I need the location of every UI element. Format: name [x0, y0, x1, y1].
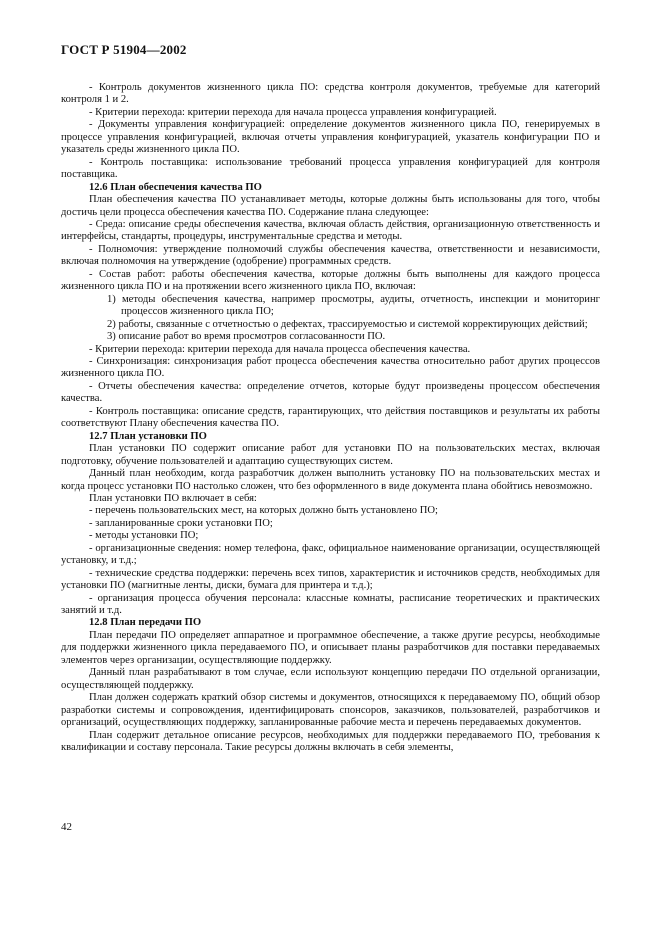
paragraph: - Отчеты обеспечения качества: определение отчетов, которые будут произведены процессом обеспечения качества. — [61, 380, 600, 405]
paragraph: - Состав работ: работы обеспечения качества, которые должны быть выполнены для каждого процесса жизненного цикла ПО и на протяжении всего жизненного цикла ПО, включая: — [61, 268, 600, 293]
document-header: ГОСТ Р 51904—2002 — [61, 42, 187, 57]
paragraph: - Критерии перехода: критерии перехода для начала процесса обеспечения качества. — [89, 343, 471, 355]
paragraph: - перечень пользовательских мест, на которых должно быть установлено ПО; — [89, 505, 438, 517]
paragraph: - запланированные сроки установки ПО; — [89, 517, 273, 529]
paragraph: - Среда: описание среды обеспечения качества, включая область действия, организационную ответственность и интерфейсы, стандарты, процедуры, инструментальные средства и методы. — [61, 218, 600, 243]
numbered-list-item: 2) работы, связанные с отчетностью о дефектах, трассируемостью и системой корректирующих действий; — [107, 318, 588, 330]
paragraph: - организационные сведения: номер телефона, факс, официальное наименование организации, осуществляющей установку, и т.д.; — [61, 542, 600, 567]
paragraph: - Контроль документов жизненного цикла ПО: средства контроля документов, требуемые для категорий контроля 1 и 2. — [61, 82, 600, 106]
paragraph: - Синхронизация: синхронизация работ процесса обеспечения качества относительно работ других процессов жизненного цикла ПО. — [61, 355, 600, 380]
paragraph: План содержит детальное описание ресурсов, необходимых для поддержки передаваемого ПО, требования к квалификации и составу персонала. Такие ресурсы должны включать в себя элементы, — [61, 729, 600, 754]
page-number: 42 — [61, 821, 72, 833]
paragraph: План должен содержать краткий обзор системы и документов, относящихся к передаваемому ПО, общий обзор разработки системы и сопровождения, идентифицировать спонсоров, заказчиков, пользователей, разработчиков и организаций, осуществляющих поддержку, запланированные рабочие места и перечень передаваемых документов. — [61, 692, 600, 729]
paragraph: - Контроль поставщика: описание средств, гарантирующих, что действия поставщиков и результаты их работы соответствуют Плану обеспечения качества ПО. — [61, 405, 600, 430]
paragraph: - Контроль поставщика: использование требований процесса управления конфигурацией для контроля поставщика. — [61, 156, 600, 181]
paragraph: - Полномочия: утверждение полномочий службы обеспечения качества, ответственности и независимости, включая полномочия на утверждение (одобрение) программных средств. — [61, 243, 600, 268]
paragraph: - Критерии перехода: критерии перехода для начала процесса управления конфигурацией. — [89, 106, 497, 118]
paragraph: План установки ПО включает в себя: — [89, 492, 257, 504]
paragraph: План установки ПО содержит описание работ для установки ПО на пользовательских местах, включая подготовку, обучение пользователей и адаптацию существующих систем. — [61, 443, 600, 467]
paragraph: - организация процесса обучения персонала: классные комнаты, расписание теоретических и практических занятий и т.д. — [61, 592, 600, 617]
section-heading: 12.8 План передачи ПО — [89, 617, 202, 629]
paragraph: План передачи ПО определяет аппаратное и программное обеспечение, а также другие ресурсы, необходимые для поддержки жизненного цикла передаваемого ПО, и описывает планы разработчиков для поставки передаваемых элементов через организации, осуществляющие поддержку. — [61, 629, 600, 666]
paragraph: План обеспечения качества ПО устанавливает методы, которые должны быть использованы для того, чтобы достичь цели процесса обеспечения качества ПО. Содержание плана следующее: — [61, 194, 600, 218]
document-body — [61, 82, 600, 754]
paragraph: - Документы управления конфигурацией: определение документов жизненного цикла ПО, генерируемых в процессе управления конфигурацией, включая отчеты управления конфигурацией, указатель конфигурации ПО и указатель среды жизненного цикла ПО. — [61, 119, 600, 156]
numbered-list-item: 1) методы обеспечения качества, например просмотры, аудиты, отчетность, инспекции и мониторинг процессов жизненного цикла ПО; — [107, 293, 600, 318]
numbered-list-item: 3) описание работ во время просмотров согласованности ПО. — [107, 331, 386, 343]
paragraph: Данный план необходим, когда разработчик должен выполнить установку ПО на пользовательских местах и когда процесс установки ПО настолько сложен, что без оформленного в виде документа плана обойтись невозможно. — [61, 468, 600, 492]
paragraph: Данный план разрабатывают в том случае, если используют концепцию передачи ПО отдельной организации, осуществляющей поддержку. — [61, 667, 600, 691]
paragraph: - технические средства поддержки: перечень всех типов, характеристик и источников средств, необходимых для установки ПО (магнитные ленты, диски, бумага для принтера и т.д.); — [61, 567, 600, 592]
paragraph: - методы установки ПО; — [89, 530, 199, 542]
section-heading: 12.6 План обеспечения качества ПО — [89, 181, 262, 193]
section-heading: 12.7 План установки ПО — [89, 430, 207, 442]
